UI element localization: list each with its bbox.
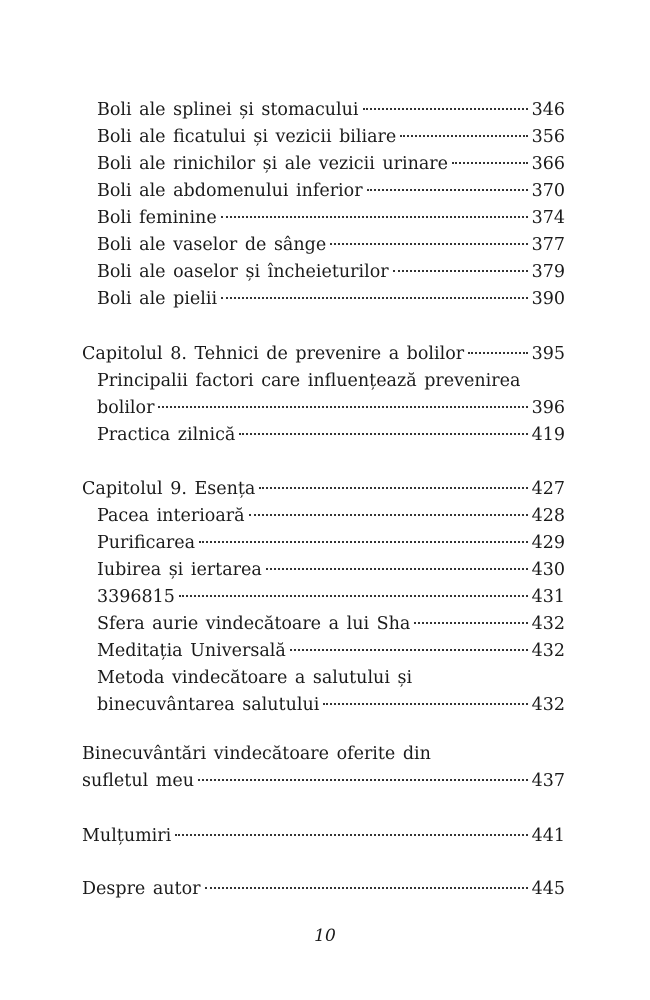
toc-chapter-entry (82, 768, 565, 794)
dot-leader (175, 834, 527, 836)
toc-entry-title: sufletul meu (82, 771, 194, 791)
toc-entry-title: Despre autor (82, 879, 201, 899)
dot-leader (221, 216, 528, 218)
toc-entry-title: Purificarea (97, 533, 196, 553)
toc-entry (97, 611, 565, 637)
toc-entry (97, 286, 565, 312)
toc-entry (97, 530, 565, 556)
toc-entry-title: Boli ale rinichilor și ale vezicii urinare (97, 154, 449, 174)
toc-entry-title: Pacea interioară (97, 506, 245, 526)
toc-entry-page: 395 (531, 344, 565, 364)
toc-chapter-entry (82, 823, 565, 849)
toc-entry-title: Sfera aurie vindecătoare a lui Sha (97, 614, 411, 634)
toc-entry-page: 429 (531, 533, 565, 553)
toc-chapter-entry (82, 476, 565, 502)
toc-entry-title: Practica zilnică (97, 425, 236, 445)
toc-entry (97, 584, 565, 610)
toc-entry-page: 374 (531, 208, 565, 228)
dot-leader (239, 433, 527, 435)
toc-entry-page: 432 (531, 641, 565, 661)
toc-entry (97, 557, 565, 583)
toc-entry-title: Capitolul 8. Tehnici de prevenire a bolilor (82, 344, 465, 364)
dot-leader (393, 270, 528, 272)
toc-entry-title: Meditația Universală (97, 641, 286, 661)
toc-entry-page: 427 (531, 479, 565, 499)
toc-entry (97, 97, 565, 123)
toc-entry-page: 377 (531, 235, 565, 255)
dot-leader (221, 297, 528, 299)
toc-entry (97, 259, 565, 285)
toc-entry-title: Boli ale splinei și stomacului (97, 100, 359, 120)
toc-entry-page: 437 (531, 771, 565, 791)
dot-leader (290, 649, 528, 651)
toc-entry (97, 124, 565, 150)
toc-chapter-entry (82, 341, 565, 367)
dot-leader (266, 568, 528, 570)
dot-leader (259, 487, 527, 489)
toc-entry-title: Boli ale ficatului și vezicii biliare (97, 127, 397, 147)
dot-leader (367, 189, 528, 191)
toc-entry-page: 396 (531, 398, 565, 418)
toc-entry-page: 431 (531, 587, 565, 607)
dot-leader (363, 108, 528, 110)
toc-entry-page: 379 (531, 262, 565, 282)
toc-entry-title: Boli feminine (97, 208, 217, 228)
toc-entry-page: 428 (531, 506, 565, 526)
dot-leader (199, 541, 528, 543)
dot-leader (414, 622, 527, 624)
toc-entry-page: 419 (531, 425, 565, 445)
toc-entry-title: bolilor (97, 398, 155, 418)
toc-entry-title: Mulțumiri (82, 826, 172, 846)
page-number: 10 (314, 926, 336, 946)
toc-entry-title: Capitolul 9. Esența (82, 479, 256, 499)
dot-leader (249, 514, 528, 516)
toc-entry (97, 692, 565, 718)
dot-leader (400, 135, 527, 137)
toc-entry-page: 370 (531, 181, 565, 201)
dot-leader (205, 887, 528, 889)
toc-entry-title: Boli ale oaselor și încheieturilor (97, 262, 389, 282)
dot-leader (323, 703, 527, 705)
toc-entry-title: Iubirea și iertarea (97, 560, 262, 580)
toc-entry-title: Binecuvântări vindecătoare oferite din (82, 744, 431, 764)
toc-entry (97, 638, 565, 664)
dot-leader (158, 406, 527, 408)
toc-entry-title: Boli ale vaselor de sânge (97, 235, 327, 255)
toc-entry-page: 445 (531, 879, 565, 899)
toc-entry (97, 178, 565, 204)
toc-entry-page: 346 (531, 100, 565, 120)
toc-entry (97, 232, 565, 258)
toc-entry-title: Boli ale abdomenului inferior (97, 181, 363, 201)
dot-leader (179, 595, 528, 597)
toc-chapter-entry (82, 876, 565, 902)
toc-entry (97, 205, 565, 231)
toc-entry-page: 390 (531, 289, 565, 309)
toc-entry-page: 430 (531, 560, 565, 580)
toc-entry (97, 395, 565, 421)
toc-entry-title: 3396815 (97, 587, 175, 607)
dot-leader (330, 243, 527, 245)
toc-entry-title: Metoda vindecătoare a salutului și (97, 668, 413, 688)
dot-leader (468, 352, 527, 354)
toc-entry-page: 432 (531, 695, 565, 715)
toc-entry-page: 356 (531, 127, 565, 147)
toc-entry-title: Boli ale pielii (97, 289, 218, 309)
toc-entry-title: Principalii factori care influențează prevenirea (97, 371, 521, 391)
dot-leader (452, 162, 528, 164)
toc-entry-page: 432 (531, 614, 565, 634)
dot-leader (198, 779, 528, 781)
toc-entry (97, 422, 565, 448)
toc-entry-page: 441 (531, 826, 565, 846)
toc-entry (97, 151, 565, 177)
toc-entry-title: binecuvântarea salutului (97, 695, 320, 715)
toc-entry (97, 503, 565, 529)
toc-entry-page: 366 (531, 154, 565, 174)
